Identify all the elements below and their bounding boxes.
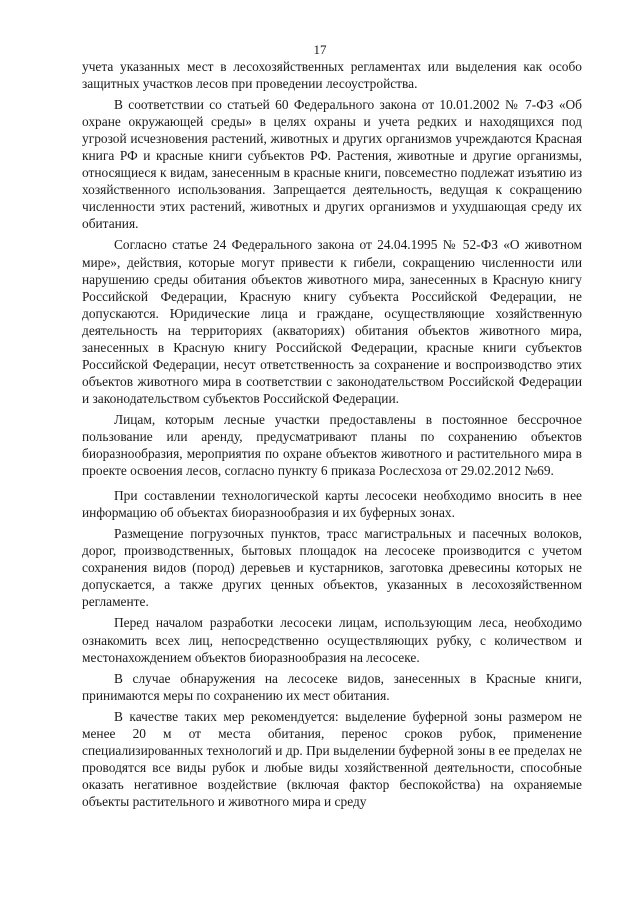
paragraph-red-book-species: В случае обнаружения на лесосеке видов, занесенных в Красные книги, принимаются меры по сохранению их мест обитания. (82, 670, 582, 703)
paragraph-animal-world-law: Согласно статье 24 Федерального закона от 24.04.1995 № 52-ФЗ «О животном мире», действия, которые могут привести к гибели, сокращению численности или нарушению среды обитания объектов животного мира, занесенных в Красную книгу Российской Федерации, Красную книгу субъекта Российской Федерации, не допускаются. Юридические лица и граждане, осуществляющие хозяйственную деятельность на территориях (акваториях) обитания объектов животного мира, занесенных в Красную книгу Российской Федерации, красные книги субъектов Российской Федерации, несут ответственность за сохранение и воспроизводство этих объектов животного мира в соответствии с законодательством Российской Федерации и законодательством субъектов Российской Федерации. (82, 237, 582, 406)
page-number: 17 (313, 42, 327, 57)
paragraph-environment-law: В соответствии со статьей 60 Федерального закона от 10.01.2002 № 7-ФЗ «Об охране окружающей среды» в целях охраны и учета редких и находящихся под угрозой исчезновения растений, животных и других организмов учреждаются Красная книга РФ и красные книги субъектов РФ. Растения, животные и другие организмы, относящиеся к видам, занесенным в красные книги, повсеместно подлежат изъятию из хозяйственного использования. Запрещается деятельность, ведущая к сокращению численности этих растений, животных и других организмов и ухудшающая среду их обитания. (82, 97, 582, 232)
paragraph-familiarize: Перед началом разработки лесосеки лицам, использующим леса, необходимо ознакомить всех лиц, непосредственно осуществляющих рубку, с количеством и местонахождением объектов биоразнообразия на лесосеке. (82, 615, 582, 665)
paragraph-buffer-zone: В качестве таких мер рекомендуется: выделение буферной зоны размером не менее 20 м от места обитания, перенос сроков рубок, применение специализированных технологий и др. При выделении буферной зоны в ее пределах не проводятся все виды рубок и любые виды хозяйственной деятельности, способные оказать негативное воздействие (включая фактор беспокойства) на охраняемые объекты растительного и животного мира и среду (82, 708, 582, 809)
paragraph-technological-map: При составлении технологической карты лесосеки необходимо вносить в нее информацию об объектах биоразнообразия и их буферных зонах. (82, 488, 582, 521)
paragraph-forest-users-plans: Лицам, которым лесные участки предоставлены в постоянное бессрочное пользование или аренду, предусматривают планы по сохранению объектов биоразнообразия, мероприятия по охране объектов животного и растительного мира в проекте освоения лесов, согласно пункту 6 приказа Рослесхоза от 29.02.2012 №69. (82, 411, 582, 479)
document-body (82, 58, 582, 810)
paragraph-continuation: учета указанных мест в лесохозяйственных регламентах или выделения как особо защитных участков лесов при проведении лесоустройства. (82, 59, 582, 92)
paragraph-placement: Размещение погрузочных пунктов, трасс магистральных и пасечных волоков, дорог, производственных, бытовых площадок на лесосеке производится с учетом сохранения видов (пород) деревьев и кустарников, заготовка древесины которых не допускается, а также других ценных объектов, указанных в лесохозяйственном регламенте. (82, 526, 582, 610)
